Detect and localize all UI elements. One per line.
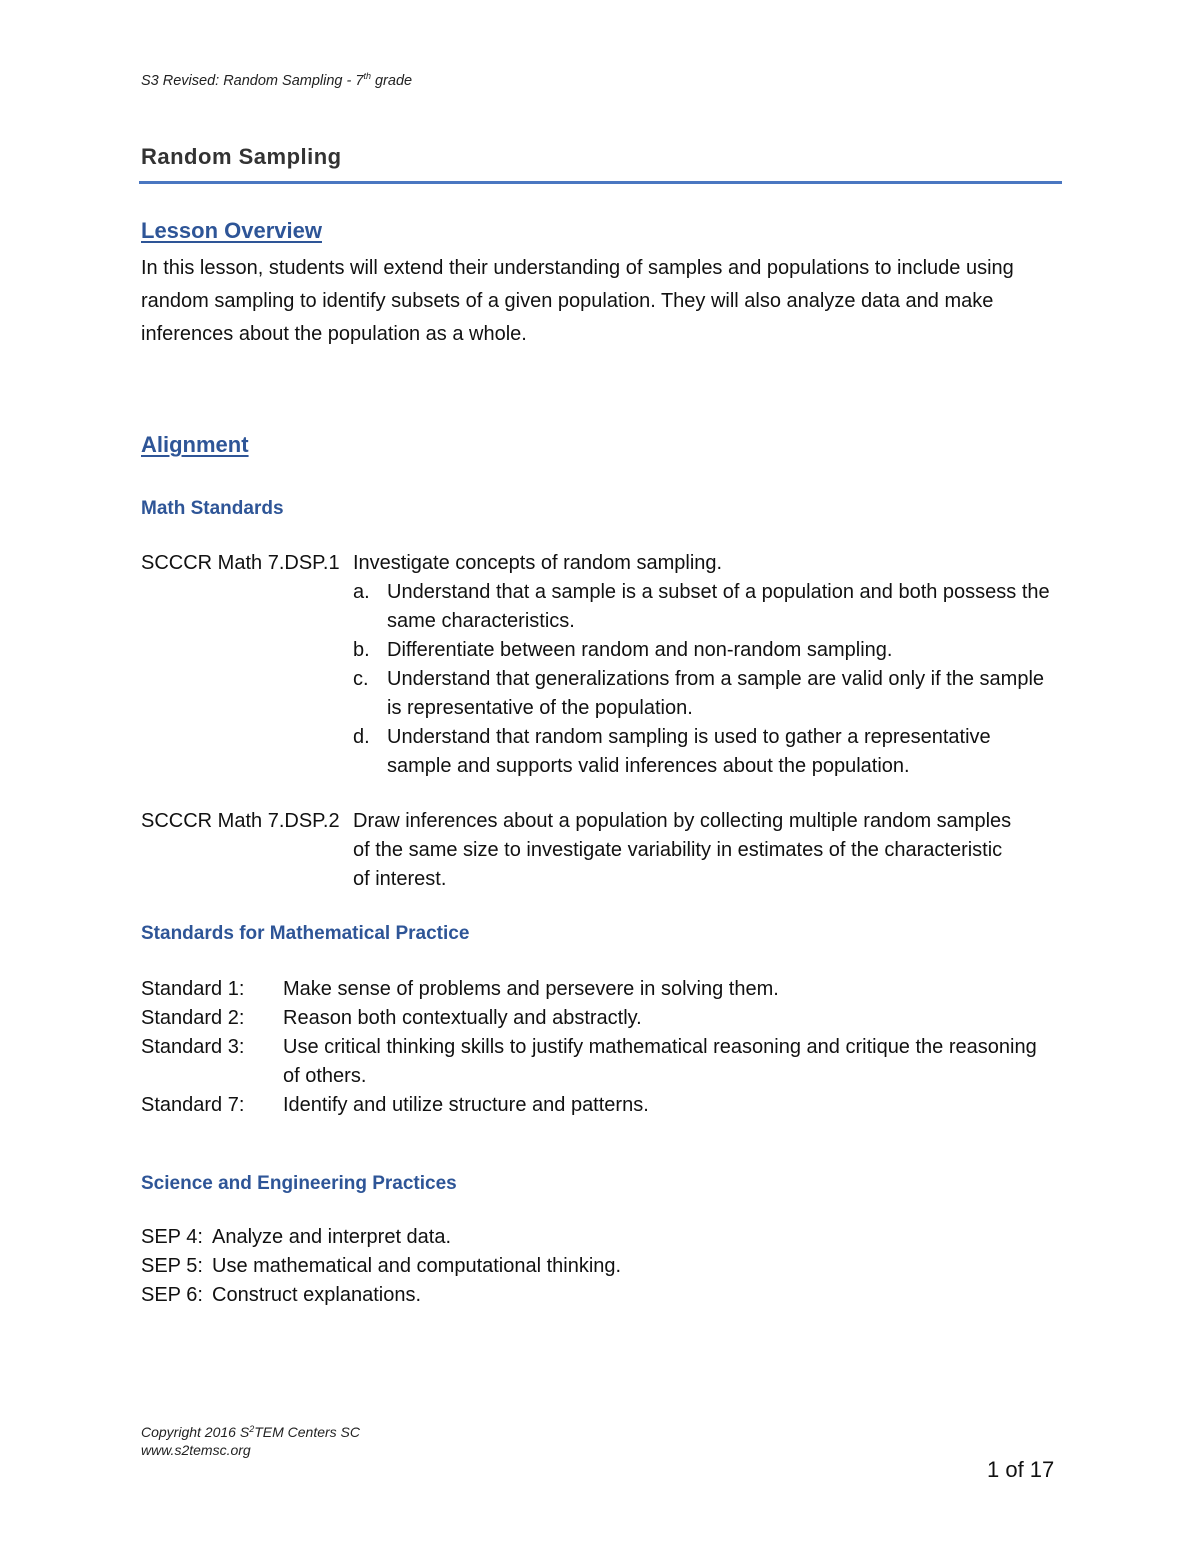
list-marker: a. — [353, 581, 370, 603]
sep-label: SEP 4: — [141, 1226, 203, 1248]
practice-label: Standard 1: — [141, 978, 245, 1000]
practice-text: Identify and utilize structure and patterns. — [283, 1094, 649, 1116]
math-standards-heading: Math Standards — [141, 498, 284, 519]
sep-text: Analyze and interpret data. — [212, 1226, 452, 1248]
alignment-heading: Alignment — [141, 432, 249, 457]
list-text: Differentiate between random and non-random sampling. — [387, 639, 893, 661]
page-number: 1 of 17 — [987, 1457, 1055, 1482]
dsp1-sublist — [353, 578, 1053, 781]
list-item — [141, 1223, 1041, 1252]
lesson-overview-heading: Lesson Overview — [141, 218, 322, 243]
footer — [141, 1420, 360, 1459]
running-header-text: S3 Revised: Random Sampling - 7 — [141, 73, 364, 89]
list-item — [353, 636, 1053, 665]
list-text: Understand that random sampling is used to gather a representative sample and supports valid inferences about the population. — [387, 726, 991, 777]
copyright-org: TEM Centers SC — [254, 1424, 361, 1440]
standard-text-dsp2: Draw inferences about a population by collecting multiple random samples of the same size to investigate variability in estimates of the characteristic of interest. — [353, 810, 1012, 890]
copyright-sup: 2 — [249, 1424, 255, 1434]
list-item — [353, 665, 1053, 723]
list-text: Understand that a sample is a subset of a population and both possess the same characteristics. — [387, 581, 1050, 632]
list-text: Understand that generalizations from a sample are valid only if the sample is representative of the population. — [387, 668, 1045, 719]
running-header-grade: grade — [370, 73, 413, 89]
practice-heading: Standards for Mathematical Practice — [141, 923, 470, 944]
document-title: Random Sampling — [141, 144, 342, 169]
practice-text: Use critical thinking skills to justify mathematical reasoning and critique the reasoning of others. — [283, 1036, 1037, 1087]
standard-code-dsp2: SCCCR Math 7.DSP.2 — [141, 810, 340, 832]
sep-text: Use mathematical and computational thinking. — [212, 1255, 622, 1277]
standard-code-dsp1: SCCCR Math 7.DSP.1 — [141, 552, 340, 574]
practice-list — [141, 975, 1041, 1120]
list-item — [141, 1281, 1041, 1310]
practice-text: Make sense of problems and persevere in solving them. — [283, 978, 779, 1000]
list-item — [141, 975, 1041, 1004]
sep-label: SEP 5: — [141, 1255, 203, 1277]
list-item — [141, 1004, 1041, 1033]
list-marker: d. — [353, 726, 370, 748]
sep-text: Construct explanations. — [212, 1284, 422, 1306]
standard-text-dsp1: Investigate concepts of random sampling. — [353, 552, 723, 574]
practice-label: Standard 7: — [141, 1094, 245, 1116]
list-item — [141, 1091, 1041, 1120]
running-header — [141, 71, 412, 89]
list-item — [353, 578, 1053, 636]
list-marker: c. — [353, 668, 369, 690]
list-item — [141, 1252, 1041, 1281]
copyright-line — [141, 1420, 360, 1441]
title-rule — [139, 181, 1062, 184]
practice-label: Standard 3: — [141, 1036, 245, 1058]
list-marker: b. — [353, 639, 370, 661]
practice-label: Standard 2: — [141, 1007, 245, 1029]
sep-list — [141, 1223, 1041, 1310]
lesson-overview-text: In this lesson, students will extend their understanding of samples and populations to include using random sampling to identify subsets of a given population. They will also analyze data and make inferences about the population as a whole. — [141, 257, 1014, 345]
list-item — [353, 723, 1053, 781]
practice-text: Reason both contextually and abstractly. — [283, 1007, 642, 1029]
footer-url: www.s2temsc.org — [141, 1442, 251, 1458]
list-item — [141, 1033, 1041, 1091]
running-header-sup: th — [363, 71, 371, 81]
sep-heading: Science and Engineering Practices — [141, 1173, 457, 1194]
copyright-text: Copyright 2016 S — [141, 1424, 250, 1440]
sep-label: SEP 6: — [141, 1284, 203, 1306]
